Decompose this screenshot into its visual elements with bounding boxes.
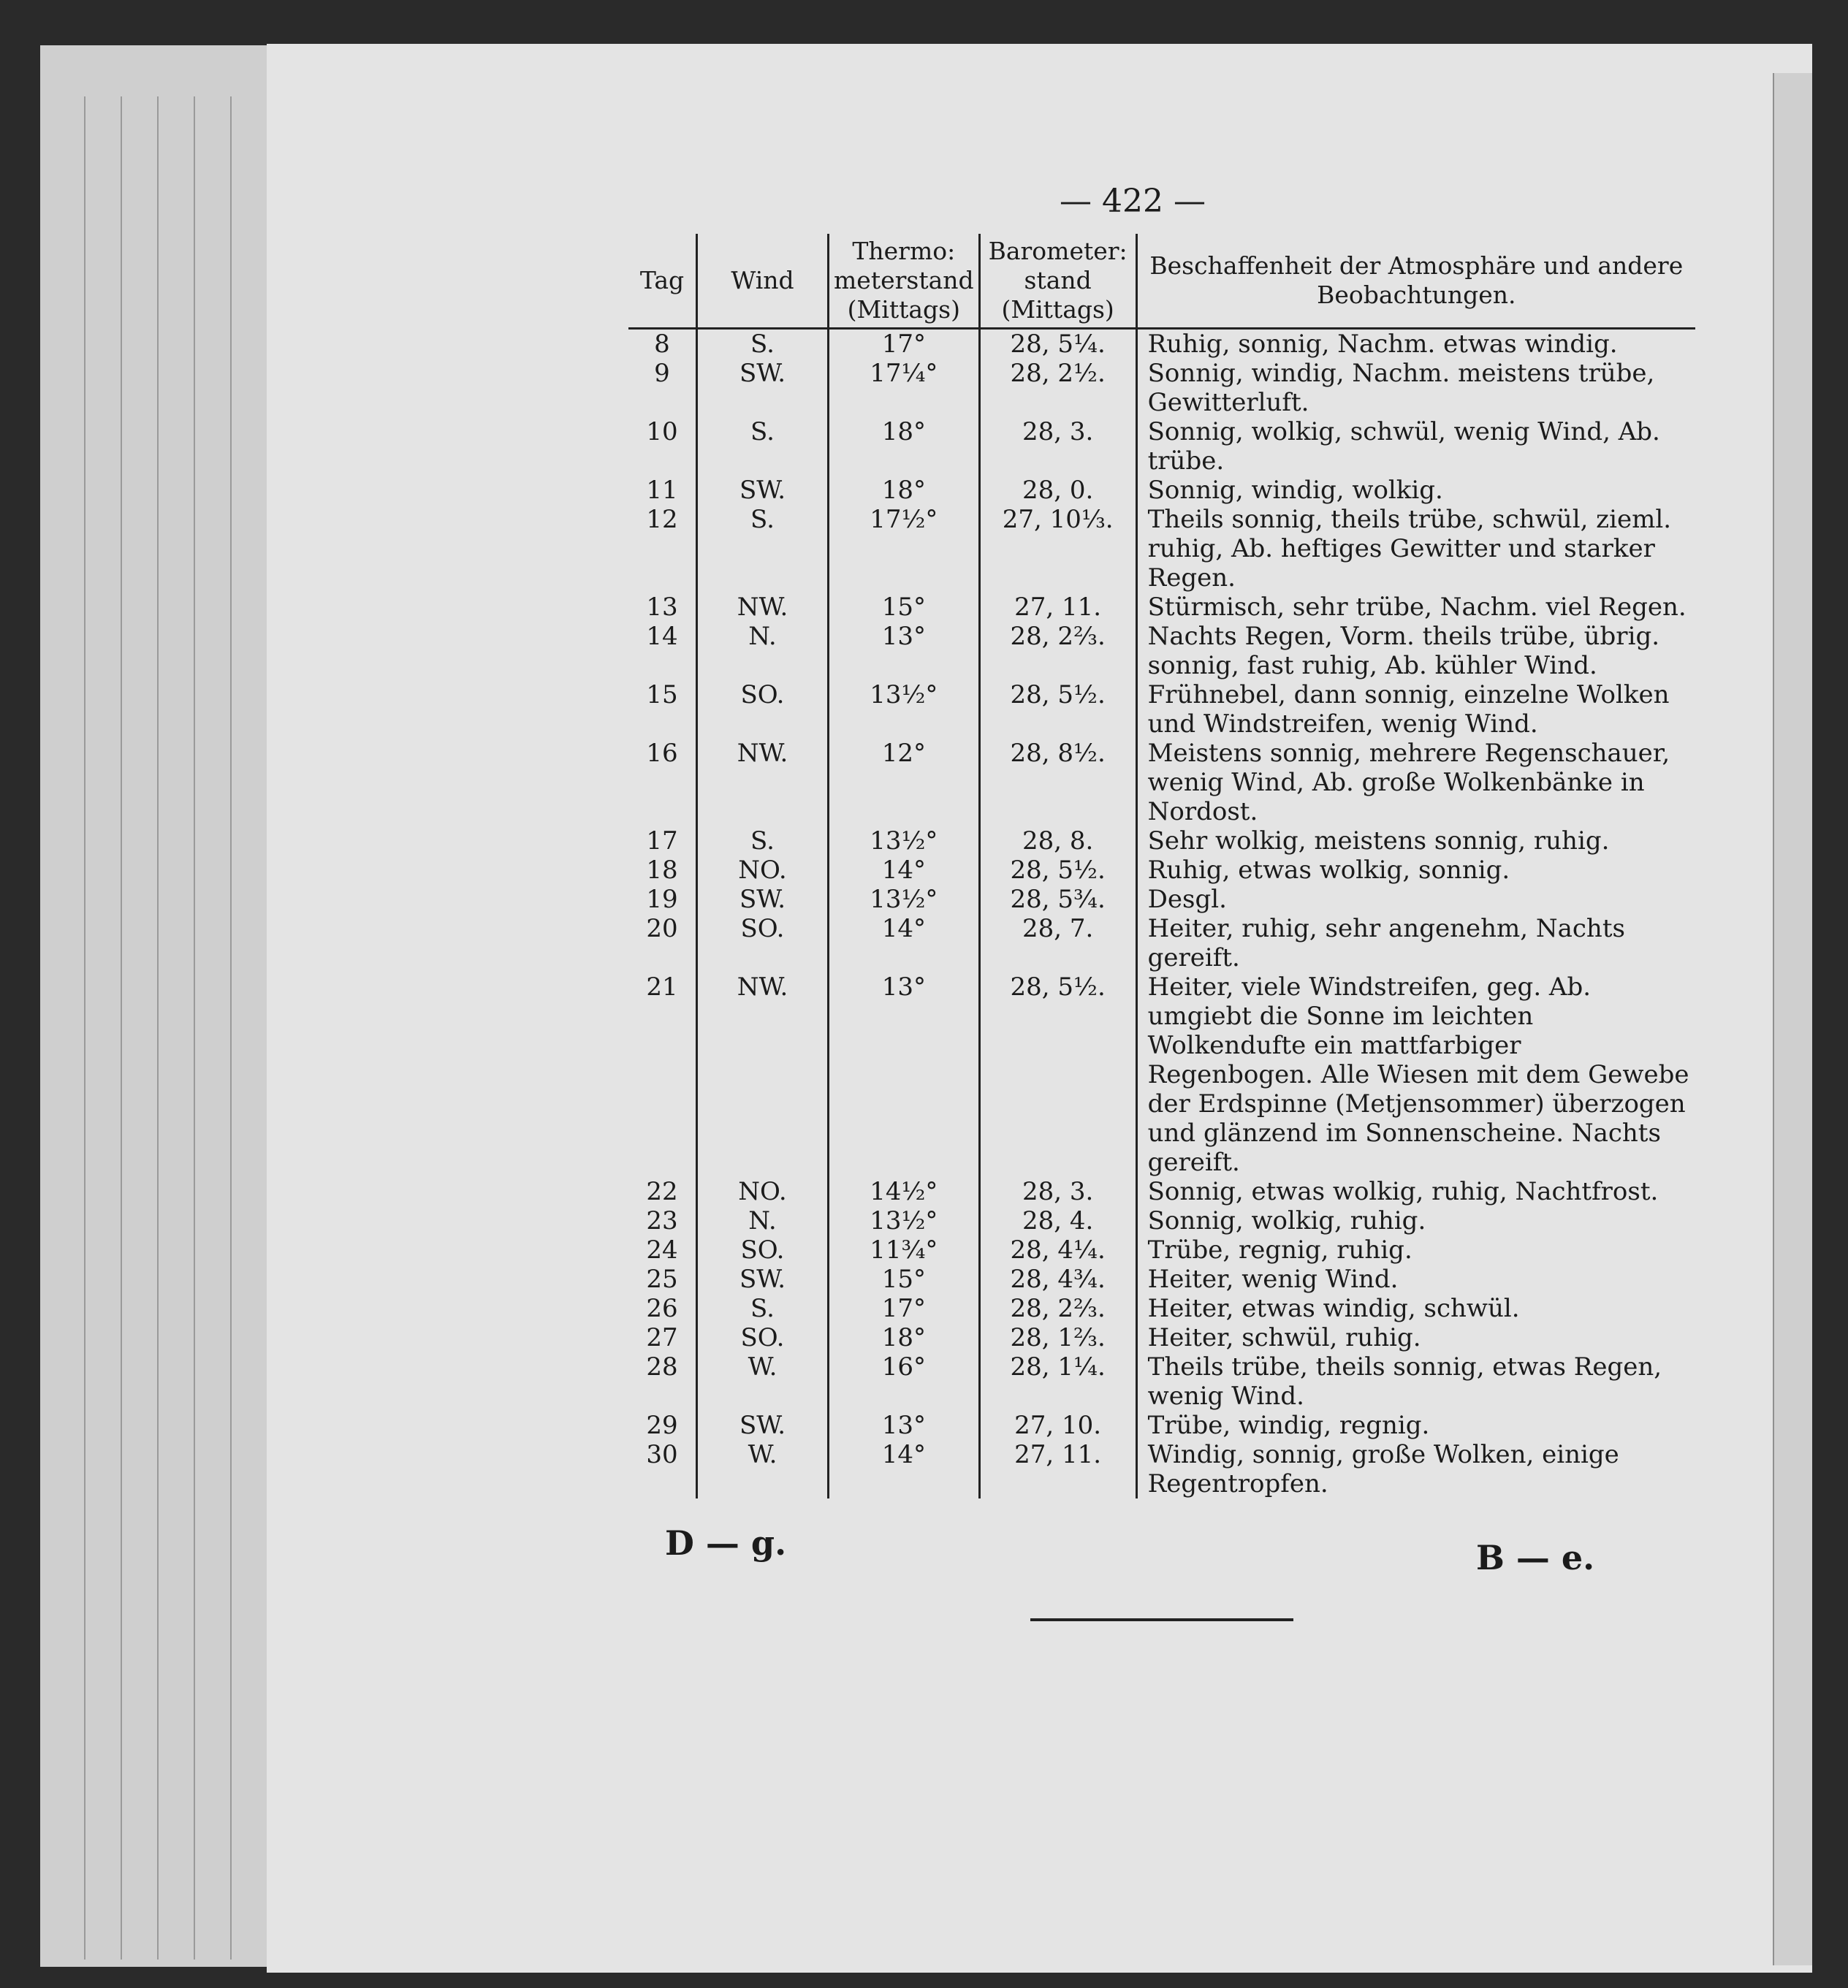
- cell-tag: 10: [628, 417, 697, 476]
- page-edge-line: [121, 96, 122, 1960]
- table-row: [628, 1411, 1695, 1440]
- cell-barometer: 28, 2⅔.: [979, 622, 1136, 680]
- cell-thermometer: 13½°: [829, 680, 980, 739]
- page-edge-line: [84, 96, 85, 1960]
- cell-barometer: 28, 8.: [979, 826, 1136, 856]
- cell-tag: 11: [628, 476, 697, 505]
- cell-thermometer: 13½°: [829, 885, 980, 914]
- cell-tag: 25: [628, 1265, 697, 1294]
- table-row: [628, 856, 1695, 885]
- table-row: [628, 1294, 1695, 1323]
- cell-barometer: 27, 11.: [979, 593, 1136, 622]
- cell-observations: Sehr wolkig, meistens sonnig, ruhig.: [1147, 826, 1610, 856]
- cell-wind: SO.: [697, 1323, 829, 1352]
- cell-barometer: 28, 4¼.: [979, 1235, 1136, 1265]
- table-row: [628, 359, 1695, 417]
- cell-thermometer: 14°: [829, 914, 980, 972]
- cell-observations: Heiter, viele Windstreifen, geg. Ab. umgiebt die Sonne im leichten Wolkendufte ein mattfarbiger Regenbogen. Alle Wiesen mit dem Gewebe der Erdspinne (Metjensommer) überzogen und glänzend im Sonnenscheine. Nachts gereift.: [1147, 972, 1689, 1177]
- cell-thermometer: 13°: [829, 622, 980, 680]
- table-row: [628, 329, 1695, 359]
- cell-tag: 28: [628, 1352, 697, 1411]
- cell-observations: Heiter, wenig Wind.: [1147, 1265, 1399, 1294]
- signature-left: D — g.: [665, 1523, 787, 1563]
- header-tag: Tag: [628, 234, 697, 329]
- cell-barometer: 28, 7.: [979, 914, 1136, 972]
- cell-observations: Sonnig, etwas wolkig, ruhig, Nachtfrost.: [1147, 1177, 1659, 1206]
- cell-wind: NW.: [697, 739, 829, 826]
- cell-barometer: 28, 5½.: [979, 680, 1136, 739]
- cell-tag: 9: [628, 359, 697, 417]
- cell-thermometer: 17°: [829, 1294, 980, 1323]
- cell-tag: 16: [628, 739, 697, 826]
- table-row: [628, 914, 1695, 972]
- cell-tag: 24: [628, 1235, 697, 1265]
- cell-barometer: 28, 8½.: [979, 739, 1136, 826]
- cell-tag: 26: [628, 1294, 697, 1323]
- cell-wind: SO.: [697, 1235, 829, 1265]
- cell-tag: 20: [628, 914, 697, 972]
- cell-tag: 30: [628, 1440, 697, 1498]
- page-number: — 422 —: [1060, 183, 1206, 220]
- table-row: [628, 972, 1695, 1177]
- cell-thermometer: 14°: [829, 1440, 980, 1498]
- cell-barometer: 28, 4.: [979, 1206, 1136, 1235]
- cell-wind: SW.: [697, 359, 829, 417]
- cell-barometer: 28, 1¼.: [979, 1352, 1136, 1411]
- header-thermometer: Thermo: meterstand (Mittags): [829, 234, 980, 329]
- cell-observations: Theils sonnig, theils trübe, schwül, zieml. ruhig, Ab. heftiges Gewitter und starker Regen.: [1147, 505, 1672, 593]
- page-edge-line: [157, 96, 159, 1960]
- cell-observations: Desgl.: [1147, 885, 1227, 914]
- cell-wind: N.: [697, 622, 829, 680]
- cell-wind: SO.: [697, 680, 829, 739]
- cell-tag: 19: [628, 885, 697, 914]
- cell-tag: 21: [628, 972, 697, 1177]
- cell-wind: S.: [697, 505, 829, 593]
- cell-barometer: 27, 10⅓.: [979, 505, 1136, 593]
- cell-observations: Trübe, regnig, ruhig.: [1147, 1235, 1412, 1265]
- cell-observations: Trübe, windig, regnig.: [1147, 1411, 1430, 1440]
- table-row: [628, 476, 1695, 505]
- cell-wind: S.: [697, 417, 829, 476]
- cell-tag: 12: [628, 505, 697, 593]
- cell-barometer: 28, 3.: [979, 1177, 1136, 1206]
- cell-observations: Meistens sonnig, mehrere Regenschauer, wenig Wind, Ab. große Wolkenbänke in Nordost.: [1147, 739, 1670, 826]
- cell-wind: NW.: [697, 972, 829, 1177]
- cell-barometer: 27, 11.: [979, 1440, 1136, 1498]
- cell-barometer: 28, 4¾.: [979, 1265, 1136, 1294]
- cell-thermometer: 17°: [829, 329, 980, 359]
- table-header-row: [628, 234, 1695, 329]
- cell-thermometer: 13½°: [829, 826, 980, 856]
- cell-wind: N.: [697, 1206, 829, 1235]
- cell-tag: 8: [628, 329, 697, 359]
- cell-tag: 29: [628, 1411, 697, 1440]
- cell-tag: 18: [628, 856, 697, 885]
- cell-thermometer: 16°: [829, 1352, 980, 1411]
- cell-observations: Stürmisch, sehr trübe, Nachm. viel Regen.: [1147, 593, 1687, 622]
- table-row: [628, 1323, 1695, 1352]
- cell-observations: Ruhig, etwas wolkig, sonnig.: [1147, 856, 1510, 885]
- weather-table: [628, 234, 1695, 1498]
- cell-barometer: 28, 2½.: [979, 359, 1136, 417]
- page-right-edge: [1773, 73, 1812, 1965]
- cell-thermometer: 13°: [829, 972, 980, 1177]
- cell-observations: Heiter, etwas windig, schwül.: [1147, 1294, 1520, 1323]
- cell-observations: Sonnig, windig, Nachm. meistens trübe, Gewitterluft.: [1147, 359, 1655, 417]
- cell-wind: SO.: [697, 914, 829, 972]
- book-page-stack: [40, 45, 275, 1967]
- table-row: [628, 593, 1695, 622]
- table-row: [628, 1352, 1695, 1411]
- cell-barometer: 28, 2⅔.: [979, 1294, 1136, 1323]
- header-observations: Beschaffenheit der Atmosphäre und andere Beobachtungen.: [1136, 234, 1695, 329]
- table-row: [628, 505, 1695, 593]
- cell-wind: W.: [697, 1352, 829, 1411]
- cell-thermometer: 12°: [829, 739, 980, 826]
- cell-thermometer: 13½°: [829, 1206, 980, 1235]
- cell-wind: S.: [697, 1294, 829, 1323]
- table-row: [628, 1440, 1695, 1498]
- cell-tag: 22: [628, 1177, 697, 1206]
- page-edge-line: [194, 96, 195, 1960]
- cell-observations: Nachts Regen, Vorm. theils trübe, übrig. sonnig, fast ruhig, Ab. kühler Wind.: [1147, 622, 1660, 680]
- cell-thermometer: 18°: [829, 1323, 980, 1352]
- cell-barometer: 28, 1⅔.: [979, 1323, 1136, 1352]
- cell-thermometer: 17¼°: [829, 359, 980, 417]
- table-row: [628, 1206, 1695, 1235]
- table-row: [628, 885, 1695, 914]
- cell-tag: 17: [628, 826, 697, 856]
- cell-wind: SW.: [697, 476, 829, 505]
- cell-barometer: 28, 3.: [979, 417, 1136, 476]
- cell-wind: SW.: [697, 885, 829, 914]
- cell-wind: S.: [697, 329, 829, 359]
- table-row: [628, 680, 1695, 739]
- cell-observations: Sonnig, wolkig, ruhig.: [1147, 1206, 1426, 1235]
- cell-barometer: 28, 5½.: [979, 856, 1136, 885]
- cell-barometer: 28, 5¾.: [979, 885, 1136, 914]
- cell-observations: Sonnig, wolkig, schwül, wenig Wind, Ab. trübe.: [1147, 417, 1660, 476]
- cell-wind: NW.: [697, 593, 829, 622]
- cell-thermometer: 11¾°: [829, 1235, 980, 1265]
- cell-barometer: 28, 0.: [979, 476, 1136, 505]
- closing-rule: [1030, 1618, 1293, 1621]
- cell-barometer: 28, 5½.: [979, 972, 1136, 1177]
- cell-thermometer: 18°: [829, 417, 980, 476]
- cell-wind: SW.: [697, 1265, 829, 1294]
- cell-observations: Heiter, schwül, ruhig.: [1147, 1323, 1421, 1352]
- header-barometer: Barometer: stand (Mittags): [979, 234, 1136, 329]
- cell-barometer: 27, 10.: [979, 1411, 1136, 1440]
- cell-tag: 14: [628, 622, 697, 680]
- cell-observations: Windig, sonnig, große Wolken, einige Regentropfen.: [1147, 1440, 1619, 1498]
- cell-wind: W.: [697, 1440, 829, 1498]
- table-row: [628, 417, 1695, 476]
- cell-tag: 23: [628, 1206, 697, 1235]
- cell-observations: Sonnig, windig, wolkig.: [1147, 476, 1443, 505]
- cell-thermometer: 15°: [829, 593, 980, 622]
- cell-tag: 27: [628, 1323, 697, 1352]
- cell-barometer: 28, 5¼.: [979, 329, 1136, 359]
- cell-wind: NO.: [697, 1177, 829, 1206]
- cell-tag: 13: [628, 593, 697, 622]
- cell-thermometer: 14°: [829, 856, 980, 885]
- cell-observations: Heiter, ruhig, sehr angenehm, Nachts gereift.: [1147, 914, 1625, 972]
- table-row: [628, 739, 1695, 826]
- cell-observations: Ruhig, sonnig, Nachm. etwas windig.: [1147, 330, 1618, 359]
- table-row: [628, 1265, 1695, 1294]
- cell-thermometer: 13°: [829, 1411, 980, 1440]
- page-edge-line: [230, 96, 232, 1960]
- cell-thermometer: 14½°: [829, 1177, 980, 1206]
- cell-observations: Theils trübe, theils sonnig, etwas Regen, wenig Wind.: [1147, 1352, 1662, 1411]
- table-row: [628, 1177, 1695, 1206]
- header-wind: Wind: [697, 234, 829, 329]
- cell-thermometer: 18°: [829, 476, 980, 505]
- table-row: [628, 1235, 1695, 1265]
- cell-tag: 15: [628, 680, 697, 739]
- cell-thermometer: 15°: [829, 1265, 980, 1294]
- table-row: [628, 622, 1695, 680]
- cell-wind: NO.: [697, 856, 829, 885]
- cell-wind: SW.: [697, 1411, 829, 1440]
- table-row: [628, 826, 1695, 856]
- cell-wind: S.: [697, 826, 829, 856]
- signature-right: B — e.: [1476, 1538, 1595, 1577]
- cell-observations: Frühnebel, dann sonnig, einzelne Wolken und Windstreifen, wenig Wind.: [1147, 680, 1670, 739]
- cell-thermometer: 17½°: [829, 505, 980, 593]
